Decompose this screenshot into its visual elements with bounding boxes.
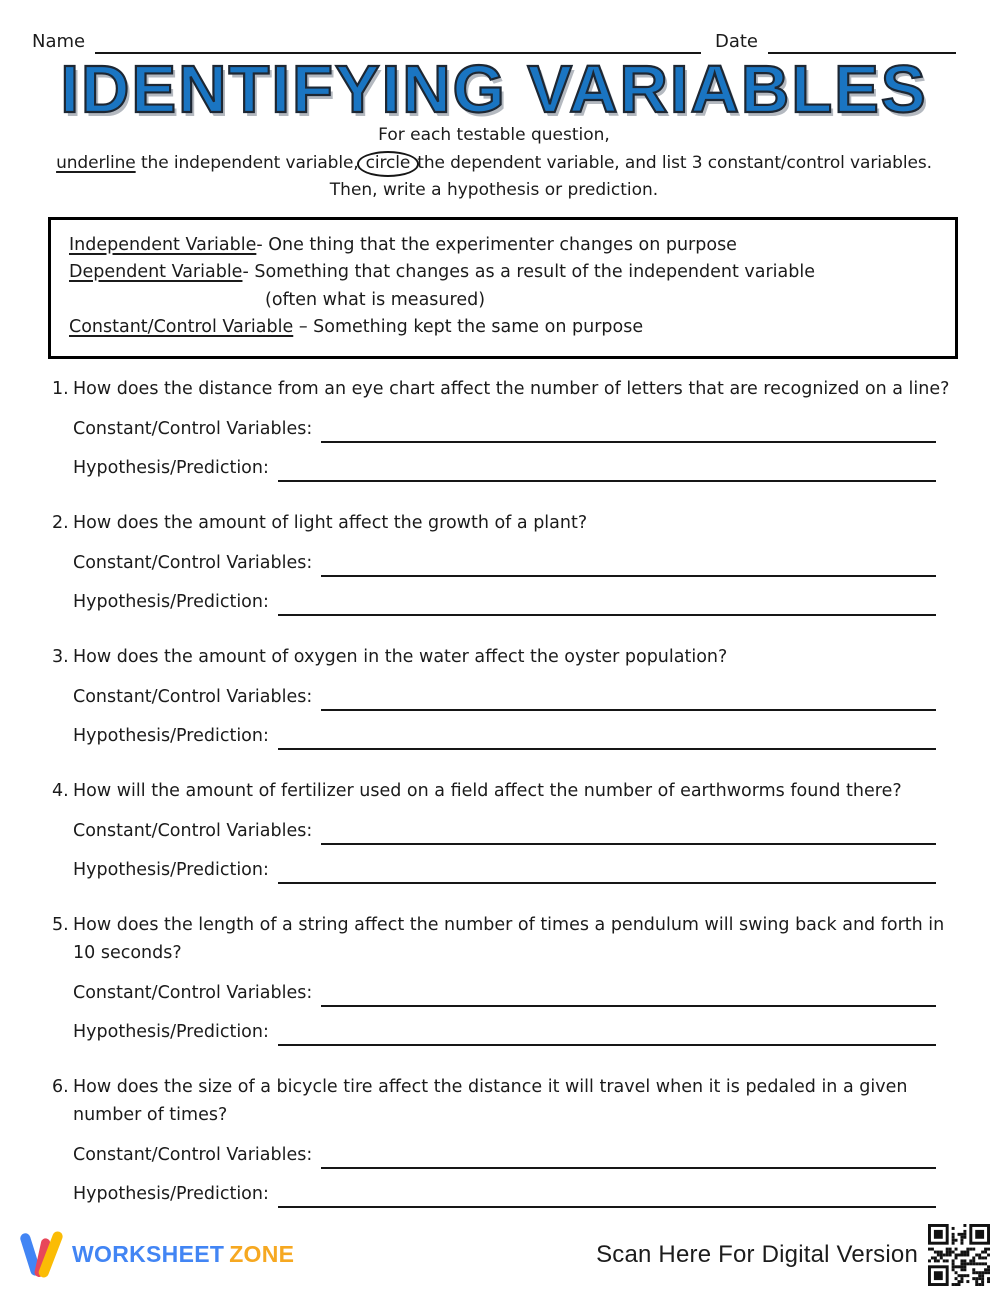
dependent-variable-term: Dependent Variable xyxy=(69,262,243,282)
scan-here-text: Scan Here For Digital Version xyxy=(596,1241,918,1268)
constant-variables-label: Constant/Control Variables: xyxy=(73,820,313,841)
instructions-line2-mid: the independent variable, xyxy=(135,152,359,173)
constant-variables-blank xyxy=(321,1145,936,1169)
dependent-variable-definition: - Something that changes as a result of the independent variable xyxy=(242,262,815,282)
brand-worksheet: WORKSHEET xyxy=(72,1240,225,1267)
constant-variables-blank xyxy=(321,419,936,443)
hypothesis-blank xyxy=(278,1022,936,1046)
question-text: 2. How does the amount of light affect the growth of a plant? xyxy=(52,509,956,537)
page-title: IDENTIFYING VARIABLES xyxy=(60,52,928,127)
name-date-row xyxy=(32,30,956,54)
question-number: 5. xyxy=(52,914,69,935)
independent-variable-term: Independent Variable xyxy=(69,234,257,255)
hypothesis-label: Hypothesis/Prediction: xyxy=(73,591,269,612)
constant-variables-blank xyxy=(321,983,936,1007)
instructions xyxy=(32,122,956,205)
hypothesis-row xyxy=(73,856,956,884)
brand-text xyxy=(72,1241,294,1268)
constant-variable-definition: – Something kept the same on purpose xyxy=(293,317,644,337)
hypothesis-label: Hypothesis/Prediction: xyxy=(73,457,269,478)
hypothesis-label: Hypothesis/Prediction: xyxy=(73,859,269,880)
qr-code xyxy=(928,1224,990,1286)
instructions-line1: For each testable question, xyxy=(378,125,610,145)
hypothesis-row xyxy=(73,454,956,482)
constant-variables-label: Constant/Control Variables: xyxy=(73,1144,313,1165)
hypothesis-blank xyxy=(278,1184,936,1208)
question-3 xyxy=(52,643,956,750)
constant-variables-blank xyxy=(321,687,936,711)
definition-constant xyxy=(69,314,937,342)
question-text: 4. How will the amount of fertilizer used on a field affect the number of earthworms found there? xyxy=(52,777,956,805)
scan-area xyxy=(596,1224,990,1286)
dependent-variable-note: (often what is measured) xyxy=(265,289,486,310)
hypothesis-blank xyxy=(278,458,936,482)
constant-variables-blank xyxy=(321,821,936,845)
constant-variables-label: Constant/Control Variables: xyxy=(73,982,313,1003)
question-number: 2. xyxy=(52,512,69,533)
instructions-line2 xyxy=(32,150,956,178)
question-number: 1. xyxy=(52,378,69,399)
hypothesis-blank xyxy=(278,860,936,884)
hypothesis-blank xyxy=(278,592,936,616)
constant-variables-row xyxy=(73,683,956,711)
constant-variables-label: Constant/Control Variables: xyxy=(73,552,313,573)
constant-variable-term: Constant/Control Variable xyxy=(69,317,294,337)
definitions-box xyxy=(48,217,958,359)
hypothesis-label: Hypothesis/Prediction: xyxy=(73,1183,269,1204)
question-2 xyxy=(52,509,956,616)
hypothesis-row xyxy=(73,722,956,750)
hypothesis-row xyxy=(73,1018,956,1046)
question-number: 3. xyxy=(52,646,69,667)
worksheetzone-logo-icon xyxy=(18,1230,64,1278)
questions-list xyxy=(32,375,956,1208)
constant-variables-label: Constant/Control Variables: xyxy=(73,418,313,439)
hypothesis-row xyxy=(73,1180,956,1208)
question-4 xyxy=(52,777,956,884)
name-blank xyxy=(95,32,701,54)
constant-variables-row xyxy=(73,1141,956,1169)
question-number: 6. xyxy=(52,1076,69,1097)
constant-variables-row xyxy=(73,549,956,577)
question-text: 5. How does the length of a string affect the number of times a pendulum will swing back and forth in 10 seconds? xyxy=(52,911,956,967)
hypothesis-blank xyxy=(278,726,936,750)
question-text: 6. How does the size of a bicycle tire affect the distance it will travel when it is pedaled in a given number of times? xyxy=(52,1073,956,1129)
instructions-line2-end: the dependent variable, and list 3 constant/control variables. xyxy=(417,152,932,173)
definition-independent xyxy=(69,232,937,260)
constant-variables-row xyxy=(73,979,956,1007)
brand-zone: ZONE xyxy=(229,1240,295,1267)
question-text: 3. How does the amount of oxygen in the water affect the oyster population? xyxy=(52,643,956,671)
name-label: Name xyxy=(32,31,86,52)
constant-variables-label: Constant/Control Variables: xyxy=(73,686,313,707)
question-number: 4. xyxy=(52,780,69,801)
instructions-line3: Then, write a hypothesis or prediction. xyxy=(329,180,659,200)
date-blank xyxy=(768,32,956,54)
underline-word: underline xyxy=(56,152,136,173)
footer xyxy=(0,1224,1000,1294)
hypothesis-label: Hypothesis/Prediction: xyxy=(73,1021,269,1042)
constant-variables-row xyxy=(73,415,956,443)
question-text: 1. How does the distance from an eye chart affect the number of letters that are recognized on a line? xyxy=(52,375,956,403)
circle-word: circle xyxy=(357,151,420,177)
constant-variables-row xyxy=(73,817,956,845)
hypothesis-label: Hypothesis/Prediction: xyxy=(73,725,269,746)
hypothesis-row xyxy=(73,588,956,616)
question-5 xyxy=(52,911,956,1046)
independent-variable-definition: - One thing that the experimenter changes on purpose xyxy=(256,234,737,255)
worksheetzone-logo xyxy=(18,1230,294,1286)
date-label: Date xyxy=(714,31,758,52)
question-1 xyxy=(52,375,956,482)
constant-variables-blank xyxy=(321,553,936,577)
question-6 xyxy=(52,1073,956,1208)
definition-dependent xyxy=(69,259,937,287)
